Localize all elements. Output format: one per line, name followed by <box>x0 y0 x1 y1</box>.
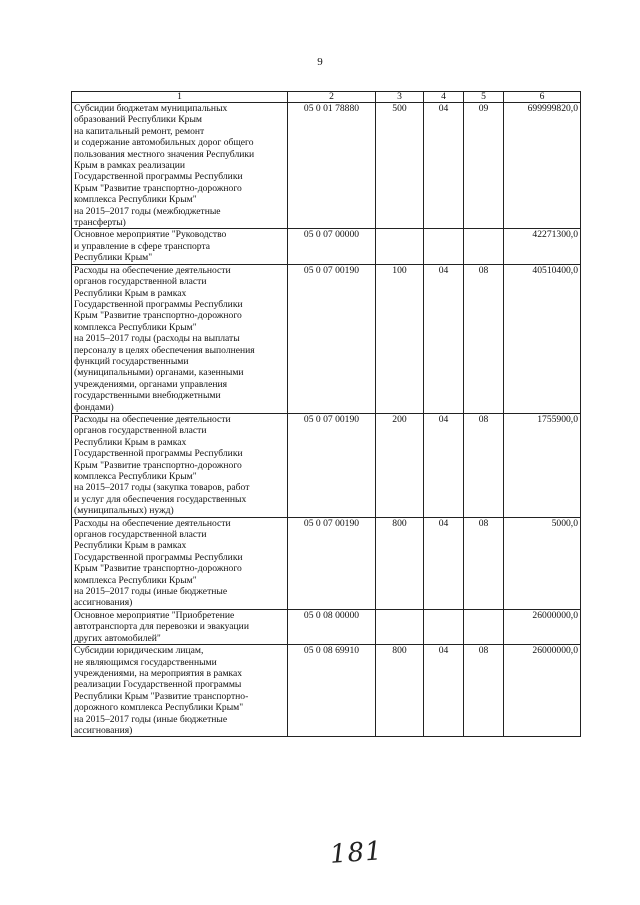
row-amount: 26000000,0 <box>504 645 581 737</box>
row-name: Субсидии юридическим лицам, не являющимся государственными учреждениями, на мероприятия в рамках реализации Государственной программы Республики Крым "Развитие транспортно- дорожного комплекса Республики Крым" на 2015–2017 годы (иные бюджетные ассигнования) <box>72 645 288 737</box>
row-amount: 40510400,0 <box>504 264 581 413</box>
row-code: 05 0 08 00000 <box>288 609 376 644</box>
row-subsection <box>464 609 504 644</box>
row-code: 05 0 07 00190 <box>288 517 376 609</box>
table-header-row <box>72 92 581 103</box>
row-section <box>424 229 464 264</box>
table-row <box>72 609 581 644</box>
column-header-2: 2 <box>288 92 376 103</box>
column-header-6: 6 <box>504 92 581 103</box>
row-code: 05 0 07 00190 <box>288 264 376 413</box>
handwritten-page-number: 181 <box>329 836 384 870</box>
row-type: 100 <box>376 264 424 413</box>
column-header-5: 5 <box>464 92 504 103</box>
row-type <box>376 229 424 264</box>
row-type <box>376 609 424 644</box>
table-row <box>72 413 581 517</box>
row-amount: 699999820,0 <box>504 103 581 229</box>
row-code: 05 0 08 69910 <box>288 645 376 737</box>
column-header-1: 1 <box>72 92 288 103</box>
row-type: 800 <box>376 517 424 609</box>
row-name: Расходы на обеспечение деятельности органов государственной власти Республики Крым в рамках Государственной программы Республики Крым "Развитие транспортно-дорожного комплекса Республики Крым" на 2015–2017 годы (иные бюджетные ассигнования) <box>72 517 288 609</box>
row-name: Расходы на обеспечение деятельности органов государственной власти Республики Крым в рамках Государственной программы Республики Крым "Развитие транспортно-дорожного комплекса Республики Крым" на 2015–2017 годы (расходы на выплаты персоналу в целях обеспечения выполнения функций государственными (муниципальными) органами, казенными учреждениями, органами управления государственными внебюджетными фондами) <box>72 264 288 413</box>
row-type: 800 <box>376 645 424 737</box>
row-subsection: 08 <box>464 413 504 517</box>
row-section: 04 <box>424 264 464 413</box>
row-name: Расходы на обеспечение деятельности органов государственной власти Республики Крым в рамках Государственной программы Республики Крым "Развитие транспортно-дорожного комплекса Республики Крым" на 2015–2017 годы (закупка товаров, работ и услуг для обеспечения государственных (муниципальных) нужд) <box>72 413 288 517</box>
row-subsection <box>464 229 504 264</box>
table-row <box>72 264 581 413</box>
table-row <box>72 229 581 264</box>
row-section: 04 <box>424 517 464 609</box>
row-amount: 42271300,0 <box>504 229 581 264</box>
row-code: 05 0 01 78880 <box>288 103 376 229</box>
row-name: Основное мероприятие "Приобретение автотранспорта для перевозки и эвакуации других автомобилей" <box>72 609 288 644</box>
row-code: 05 0 07 00190 <box>288 413 376 517</box>
table-row <box>72 517 581 609</box>
row-subsection: 08 <box>464 645 504 737</box>
row-name: Субсидии бюджетам муниципальных образований Республики Крым на капитальный ремонт, ремонт и содержание автомобильных дорог общего пользования местного значения Республики Крым в рамках реализации Государственной программы Республики Крым "Развитие транспортно-дорожного комплекса Республики Крым" на 2015–2017 годы (межбюджетные трансферты) <box>72 103 288 229</box>
row-type: 200 <box>376 413 424 517</box>
row-subsection: 08 <box>464 517 504 609</box>
row-amount: 26000000,0 <box>504 609 581 644</box>
row-amount: 5000,0 <box>504 517 581 609</box>
row-section <box>424 609 464 644</box>
budget-table <box>71 91 581 737</box>
row-section: 04 <box>424 103 464 229</box>
column-header-3: 3 <box>376 92 424 103</box>
row-name: Основное мероприятие "Руководство и управление в сфере транспорта Республики Крым" <box>72 229 288 264</box>
row-type: 500 <box>376 103 424 229</box>
page-number: 9 <box>317 56 323 68</box>
row-section: 04 <box>424 413 464 517</box>
row-code: 05 0 07 00000 <box>288 229 376 264</box>
row-subsection: 09 <box>464 103 504 229</box>
row-amount: 1755900,0 <box>504 413 581 517</box>
table-row <box>72 103 581 229</box>
row-section: 04 <box>424 645 464 737</box>
table-row <box>72 645 581 737</box>
row-subsection: 08 <box>464 264 504 413</box>
column-header-4: 4 <box>424 92 464 103</box>
